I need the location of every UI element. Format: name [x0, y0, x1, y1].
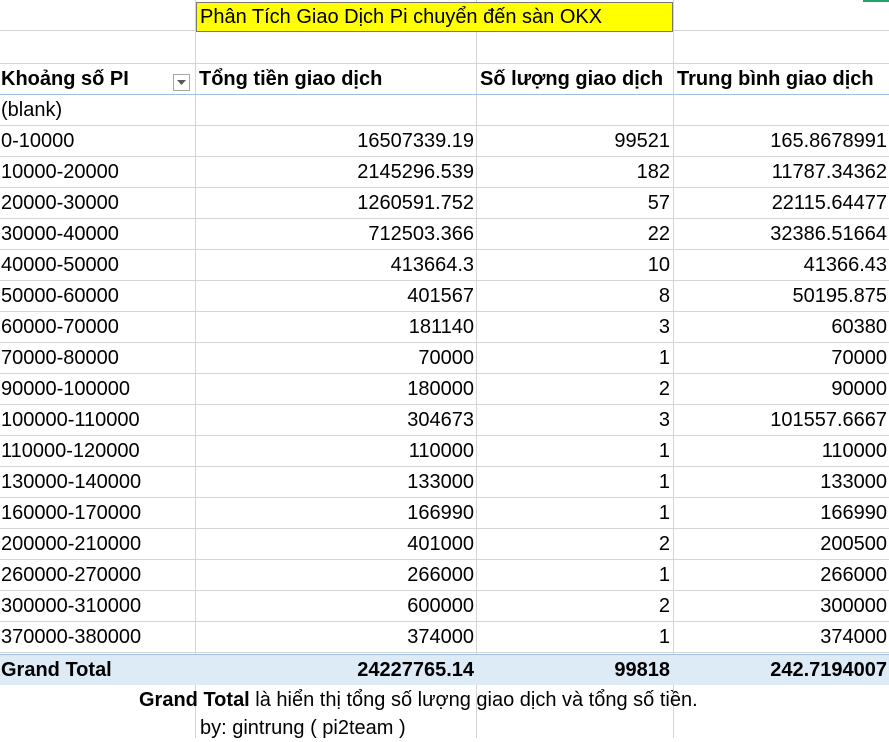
- cell-range[interactable]: 200000-210000: [1, 533, 142, 555]
- cell-so-luong[interactable]: 1: [658, 626, 670, 648]
- cell-trung-binh[interactable]: 22115.64477: [771, 192, 887, 214]
- cell-trung-binh[interactable]: 110000: [821, 440, 887, 462]
- cell-trung-binh[interactable]: 266000: [820, 564, 887, 586]
- table-row: [0, 219, 889, 250]
- table-row: [0, 591, 889, 622]
- table-row: [0, 498, 889, 529]
- cell-range[interactable]: 70000-80000: [1, 347, 119, 369]
- cell-so-luong[interactable]: 3: [658, 409, 670, 431]
- cell-tong-tien[interactable]: 133000: [407, 471, 474, 493]
- cell-range[interactable]: 40000-50000: [1, 254, 119, 276]
- cell-so-luong[interactable]: 2: [658, 595, 670, 617]
- cell-range[interactable]: (blank): [1, 99, 63, 121]
- cell-trung-binh[interactable]: 50195.875: [792, 285, 887, 307]
- cell-so-luong[interactable]: 8: [658, 285, 670, 307]
- cell-so-luong[interactable]: 1: [658, 564, 670, 586]
- cell-tong-tien[interactable]: 166990: [407, 502, 474, 524]
- cell-so-luong[interactable]: [477, 95, 673, 125]
- cell-tong-tien[interactable]: [196, 95, 476, 125]
- cell-range[interactable]: 10000-20000: [1, 161, 119, 183]
- cell-range[interactable]: 130000-140000: [1, 471, 142, 493]
- footnote-bold: Grand Total: [139, 689, 250, 711]
- sheet-title-cell[interactable]: Phân Tích Giao Dịch Pi chuyển đến sàn OKX: [196, 2, 673, 32]
- cell-range[interactable]: 160000-170000: [1, 502, 142, 524]
- cell-so-luong[interactable]: 1: [658, 347, 670, 369]
- cell-trung-binh[interactable]: 200500: [820, 533, 887, 555]
- cell-trung-binh[interactable]: 165.8678991: [770, 130, 887, 152]
- table-row: [0, 95, 889, 126]
- cell-tong-tien[interactable]: 600000: [407, 595, 474, 617]
- cell-tong-tien[interactable]: 70000: [418, 347, 474, 369]
- cell-tong-tien[interactable]: 180000: [407, 378, 474, 400]
- cell-range[interactable]: 100000-110000: [1, 409, 140, 431]
- cell-tong-tien[interactable]: 374000: [407, 626, 474, 648]
- cell-trung-binh[interactable]: 70000: [831, 347, 887, 369]
- cell-so-luong[interactable]: 57: [647, 192, 670, 214]
- cell-tong-tien[interactable]: 304673: [407, 409, 474, 431]
- cell-trung-binh[interactable]: 41366.43: [803, 254, 887, 276]
- cell-range[interactable]: 20000-30000: [1, 192, 119, 214]
- cell-trung-binh[interactable]: 166990: [820, 502, 887, 524]
- header-trung-binh[interactable]: Trung bình giao dịch: [677, 68, 874, 90]
- cell-trung-binh[interactable]: 133000: [820, 471, 887, 493]
- header-khoang-so-pi[interactable]: Khoảng số PI: [1, 68, 129, 90]
- cell-trung-binh[interactable]: 32386.51664: [770, 223, 887, 245]
- table-row: [0, 281, 889, 312]
- cell-so-luong[interactable]: 1: [658, 502, 670, 524]
- cell-range[interactable]: 0-10000: [1, 130, 75, 152]
- table-row: [0, 188, 889, 219]
- table-row: [0, 560, 889, 591]
- cell-tong-tien[interactable]: 16507339.19: [357, 130, 474, 152]
- cell-tong-tien[interactable]: 110000: [408, 440, 474, 462]
- cell-so-luong[interactable]: 99521: [614, 130, 670, 152]
- cell-range[interactable]: 60000-70000: [1, 316, 119, 338]
- header-tong-tien[interactable]: Tổng tiền giao dịch: [199, 68, 383, 90]
- cell-so-luong[interactable]: 2: [658, 533, 670, 555]
- table-row: [0, 622, 889, 653]
- cell-range[interactable]: 90000-100000: [1, 378, 131, 400]
- table-row: [0, 405, 889, 436]
- cell-tong-tien[interactable]: 181140: [408, 316, 474, 338]
- dropdown-arrow-icon: [177, 80, 186, 86]
- total-tong-tien[interactable]: 24227765.14: [357, 659, 474, 681]
- table-row: [0, 250, 889, 281]
- table-row: [0, 343, 889, 374]
- cell-tong-tien[interactable]: 2145296.539: [357, 161, 474, 183]
- cell-tong-tien[interactable]: 712503.366: [368, 223, 474, 245]
- cell-range[interactable]: 110000-120000: [1, 440, 140, 462]
- total-so-luong[interactable]: 99818: [614, 659, 670, 681]
- table-row: [0, 157, 889, 188]
- cell-trung-binh[interactable]: 300000: [820, 595, 887, 617]
- cell-tong-tien[interactable]: 401567: [407, 285, 474, 307]
- table-row: [0, 467, 889, 498]
- pivot-header-row: [0, 64, 889, 95]
- cell-trung-binh[interactable]: 90000: [831, 378, 887, 400]
- cell-tong-tien[interactable]: 266000: [407, 564, 474, 586]
- table-row: [0, 374, 889, 405]
- cell-range[interactable]: 370000-380000: [1, 626, 142, 648]
- cell-trung-binh[interactable]: [674, 95, 889, 125]
- table-row: [0, 436, 889, 467]
- cell-so-luong[interactable]: 10: [647, 254, 670, 276]
- header-so-luong[interactable]: Số lượng giao dịch: [480, 68, 664, 90]
- empty-row: [0, 33, 889, 64]
- cell-so-luong[interactable]: 2: [658, 378, 670, 400]
- credit-line[interactable]: by: gintrung ( pi2team ): [200, 717, 406, 739]
- table-row: [0, 126, 889, 157]
- table-row: [0, 529, 889, 560]
- footnote-text: là hiển thị tổng số lượng giao dịch và tổng số tiền.: [249, 689, 698, 711]
- cell-tong-tien[interactable]: 401000: [407, 533, 474, 555]
- cell-range[interactable]: 300000-310000: [1, 595, 142, 617]
- cell-range[interactable]: 50000-60000: [1, 285, 119, 307]
- cell-range[interactable]: 260000-270000: [1, 564, 142, 586]
- cell-so-luong[interactable]: 22: [647, 223, 670, 245]
- cell-so-luong[interactable]: 1: [658, 471, 670, 493]
- cell-trung-binh[interactable]: 11787.34362: [771, 161, 887, 183]
- cell-trung-binh[interactable]: 374000: [820, 626, 887, 648]
- total-label[interactable]: Grand Total: [1, 659, 112, 681]
- cell-tong-tien[interactable]: 1260591.752: [357, 192, 474, 214]
- total-trung-binh[interactable]: 242.7194007: [770, 659, 887, 681]
- footnote[interactable]: [139, 686, 698, 714]
- cell-range[interactable]: 30000-40000: [1, 223, 119, 245]
- cell-so-luong[interactable]: 3: [658, 316, 670, 338]
- cell-trung-binh[interactable]: 101557.6667: [770, 409, 887, 431]
- cell-trung-binh[interactable]: 60380: [831, 316, 887, 338]
- filter-dropdown-button[interactable]: [173, 74, 190, 91]
- cell-so-luong[interactable]: 182: [636, 161, 670, 183]
- cell-tong-tien[interactable]: 413664.3: [390, 254, 474, 276]
- table-row: [0, 312, 889, 343]
- cell-so-luong[interactable]: 1: [658, 440, 670, 462]
- grand-total-row: [0, 654, 889, 685]
